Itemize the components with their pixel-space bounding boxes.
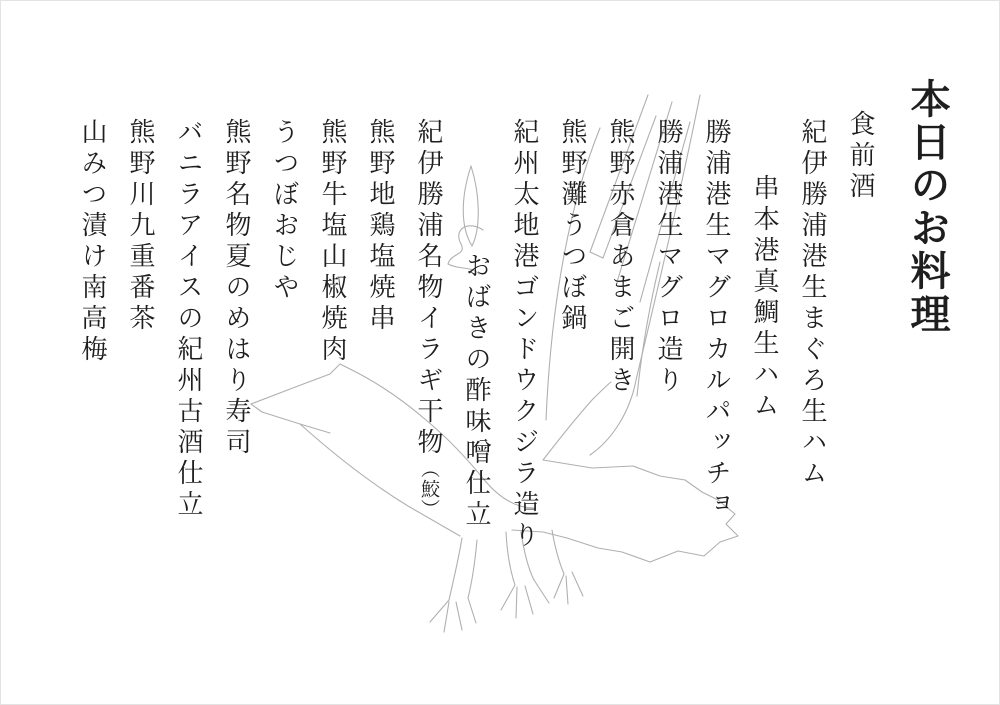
menu-item: 熊野地鶏塩焼串 [366,118,395,335]
menu-item: 紀伊勝浦港生まぐろ生ハム [798,118,827,490]
menu-item: 勝浦港生マグロ造り [654,118,683,397]
menu-item: 熊野川九重番茶 [126,118,155,335]
menu-item [410,0,447,705]
menu-text-block [63,0,970,705]
menu-item: 山みつ漬け南高梅 [78,118,107,366]
menu-item: 串本港真鯛生ハム [750,174,779,422]
menu-item-note: （鮫） [418,459,439,519]
menu-item: 熊野名物夏のめはり寿司 [222,118,251,459]
menu-item: バニラアイスの紀州古酒仕立 [174,118,203,521]
aperitif-label: 食前酒 [846,110,875,203]
menu-item: 勝浦港生マグロカルパッチョ [702,118,731,521]
menu-item: 熊野牛塩山椒焼肉 [318,118,347,366]
menu-item: おばきの酢味噌仕立 [462,252,491,531]
menu-item: 紀州太地港ゴンドウクジラ造り [510,118,539,552]
menu-item: うつぼおじや [270,118,299,304]
page-title: 本日のお料理 [905,78,950,336]
menu-item-text: 紀伊勝浦名物イラギ干物 [414,118,443,459]
menu-item: 熊野赤倉あまご開き [606,118,635,397]
menu-item: 熊野灘うつぼ鍋 [558,118,587,335]
